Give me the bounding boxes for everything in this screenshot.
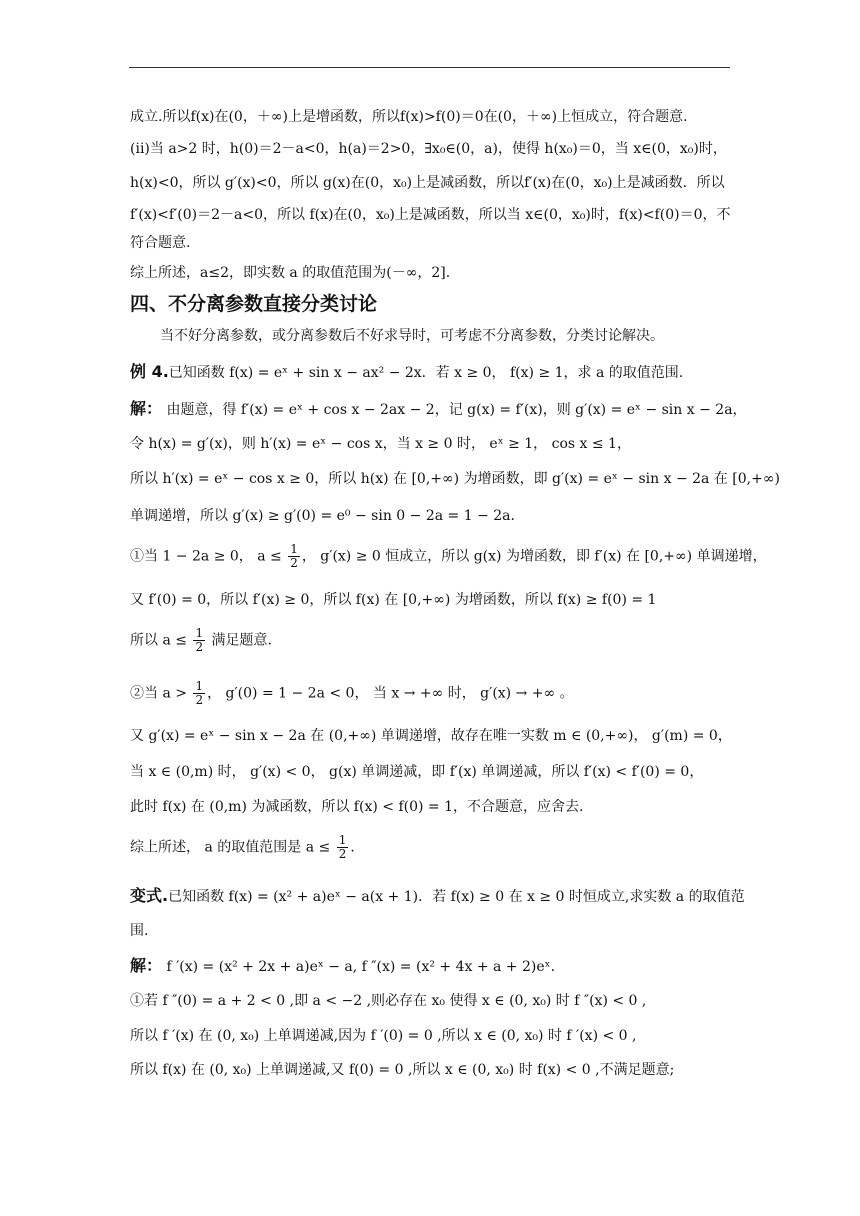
text-line: 单调递增，所以 g′(x) ≥ g′(0) = e⁰ − sin 0 − 2a = 1 − 2a． xyxy=(130,508,525,524)
fraction: $\frac{1}{2}$ xyxy=(290,542,298,570)
section-heading: 四、不分离参数直接分类讨论 xyxy=(130,293,378,315)
solution-label: 解： xyxy=(130,399,163,418)
example-label: 例 4. xyxy=(130,362,169,381)
case-suffix: ， g′(0) = 1 − 2a < 0， 当 x → +∞ 时， g′(x) → +∞ 。 xyxy=(207,685,574,702)
text-line: ①若 f ″(0) = a + 2 < 0 ,即 a < −2 ,则必存在 x₀ 使得 x ∈ (0, x₀) 时 f ″(x) < 0 , xyxy=(130,993,647,1009)
text-line: 又 f′(0) = 0，所以 f′(x) ≥ 0，所以 f(x) 在 [0,+∞) 为增函数，所以 f(x) ≥ f(0) = 1 xyxy=(130,592,657,608)
case-suffix: ， g′(x) ≥ 0 恒成立，所以 g(x) 为增函数，即 f′(x) 在 [0,+∞) 单调递增， xyxy=(301,548,767,565)
text-line: 综上所述，a≤2，即实数 a 的取值范围为(－∞，2]. xyxy=(130,265,451,281)
solution-text: f ′(x) = (x² + 2x + a)eˣ − a, f ″(x) = (x² + 4x + a + 2)eˣ． xyxy=(162,959,565,975)
text-line: 又 g′(x) = eˣ − sin x − 2a 在 (0,+∞) 单调递增，故存在唯一实数 m ∈ (0,+∞)， g′(m) = 0， xyxy=(130,728,732,744)
solution-line xyxy=(130,955,734,978)
text-line: 当不好分离参数，或分离参数后不好求导时，可考虑不分离参数，分类讨论解决。 xyxy=(160,328,664,344)
text-line: 所以 f(x) 在 (0, x₀) 上单调递减,又 f(0) = 0 ,所以 x ∈ (0, x₀) 时 f(x) < 0 ,不满足题意; xyxy=(130,1062,675,1078)
text-line: 成立.所以f(x)在(0，＋∞)上是增函数，所以f(x)>f(0)＝0在(0，＋∞)上恒成立，符合题意. xyxy=(130,109,688,125)
example-line xyxy=(130,361,734,384)
text-line: 令 h(x) = g′(x)，则 h′(x) = eˣ − cos x，当 x ≥ 0 时， eˣ ≥ 1， cos x ≤ 1， xyxy=(130,436,631,452)
text-line: (ii)当 a>2 时，h(0)＝2－a<0，h(a)＝2>0，∃x₀∈(0，a)，使得 h(x₀)＝0，当 x∈(0，x₀)时， xyxy=(130,141,727,157)
case-line xyxy=(130,627,734,654)
solution-text: 由题意，得 f′(x) = eˣ + cos x − 2ax − 2，记 g(x) = f′(x)，则 g′(x) = eˣ − sin x − 2a， xyxy=(162,402,747,418)
example-text: 已知函数 f(x) = eˣ + sin x − ax² − 2x．若 x ≥ 0， f(x) ≥ 1，求 a 的取值范围. xyxy=(168,365,684,381)
solution-label: 解： xyxy=(130,956,163,975)
variant-text: 已知函数 f(x) = (x² + a)eˣ − a(x + 1)．若 f(x) ≥ 0 在 x ≥ 0 时恒成立,求实数 a 的取值范 xyxy=(168,889,745,905)
text-line: h(x)<0，所以 g′(x)<0，所以 g(x)在(0，x₀)上是减函数，所以f′(x)在(0，x₀)上是减函数．所以 xyxy=(130,175,725,191)
text-line: f′(x)<f′(0)＝2－a<0，所以 f(x)在(0，x₀)上是减函数，所以当 x∈(0，x₀)时，f(x)<f(0)＝0，不 xyxy=(130,207,731,223)
header-rule xyxy=(129,67,730,68)
fraction: $\frac{1}{2}$ xyxy=(195,626,204,654)
conclusion-line xyxy=(130,834,734,861)
variant-line xyxy=(130,885,745,908)
solution-line xyxy=(130,398,747,421)
text-line: 所以 h′(x) = eˣ − cos x ≥ 0，所以 h(x) 在 [0,+∞) 为增函数，即 g′(x) = eˣ − sin x − 2a 在 [0,+∞) xyxy=(130,471,780,487)
variant-label: 变式. xyxy=(130,886,169,905)
case-suffix: 满足题意. xyxy=(207,632,272,649)
case-line xyxy=(130,680,734,707)
text-line: 围. xyxy=(130,923,149,939)
text-line: 当 x ∈ (0,m) 时， g′(x) < 0， g(x) 单调递减，即 f′(x) 单调递减，所以 f′(x) < f′(0) = 0， xyxy=(130,764,704,780)
case-prefix: 所以 a ≤ xyxy=(130,632,192,649)
fraction: $\frac{1}{2}$ xyxy=(195,679,204,707)
case-line xyxy=(130,542,767,570)
case-prefix: ①当 1 − 2a ≥ 0， a ≤ xyxy=(130,548,287,565)
text-line: 所以 f ′(x) 在 (0, x₀) 上单调递减,因为 f ′(0) = 0 ,所以 x ∈ (0, x₀) 时 f ′(x) < 0 , xyxy=(130,1028,637,1044)
conclusion-prefix: 综上所述， a 的取值范围是 a ≤ xyxy=(130,839,335,856)
text-line: 符合题意. xyxy=(130,235,191,251)
conclusion-suffix: ． xyxy=(350,839,365,856)
case-prefix: ②当 a > xyxy=(130,685,192,702)
fraction: $\frac{1}{2}$ xyxy=(338,833,347,861)
text-line: 此时 f(x) 在 (0,m) 为减函数，所以 f(x) < f(0) = 1，不合题意，应舍去. xyxy=(130,799,584,815)
